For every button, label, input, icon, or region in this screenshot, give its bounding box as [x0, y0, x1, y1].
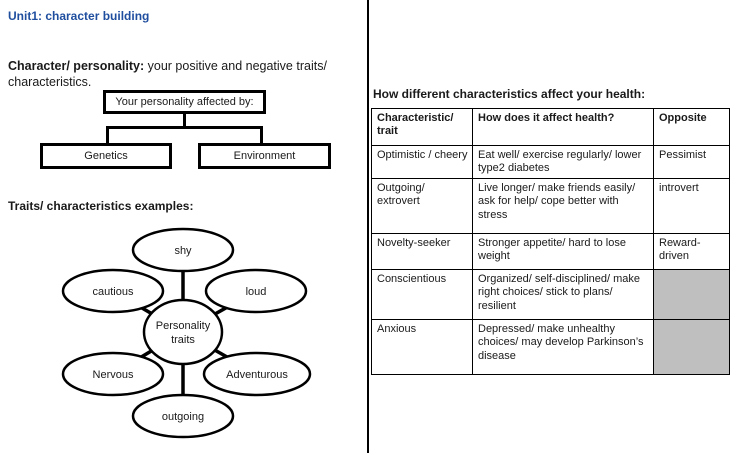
- trait-diagram: [53, 222, 323, 454]
- header-characteristic: Characteristic/ trait: [372, 109, 473, 146]
- cell-opposite-shaded: [654, 319, 730, 374]
- health-table-wrap: [371, 108, 730, 375]
- trait-label-loud: loud: [245, 286, 267, 298]
- cell-effect: Organized/ self-disciplined/ make right choices/ stick to plans/ resilient: [473, 269, 654, 319]
- table-row: [372, 269, 730, 319]
- cell-effect: Eat well/ exercise regularly/ lower type2 diabetes: [473, 146, 654, 179]
- flowchart-root-box: Your personality affected by:: [103, 90, 266, 114]
- trait-label-shy: shy: [174, 245, 192, 257]
- intro-bold-label: Character/ personality:: [8, 58, 145, 73]
- cell-effect: Live longer/ make friends easily/ ask for help/ cope better with stress: [473, 178, 654, 233]
- flowchart-genetics-box: Genetics: [40, 143, 172, 169]
- cell-trait: Conscientious: [372, 269, 473, 319]
- health-table-title: How different characteristics affect your health:: [373, 87, 646, 101]
- trait-center-label-line1: Personality: [155, 320, 211, 332]
- trait-label-adventurous: Adventurous: [226, 369, 288, 381]
- cell-effect: Depressed/ make unhealthy choices/ may develop Parkinson’s disease: [473, 319, 654, 374]
- trait-label-cautious: cautious: [92, 286, 134, 298]
- cell-trait: Novelty-seeker: [372, 233, 473, 269]
- trait-label-outgoing: outgoing: [161, 411, 205, 423]
- trait-center-circle: [144, 300, 222, 364]
- intro-rest-text: your positive and negative traits/ characteristics.: [8, 58, 327, 89]
- table-header-row: [372, 109, 730, 146]
- table-row: [372, 146, 730, 179]
- header-effect: How does it affect health?: [473, 109, 654, 146]
- cell-trait: Optimistic / cheery: [372, 146, 473, 179]
- cell-opposite: Pessimist: [654, 146, 730, 179]
- cell-opposite: introvert: [654, 178, 730, 233]
- cell-opposite: Reward-driven: [654, 233, 730, 269]
- intro-paragraph: [8, 58, 383, 90]
- table-row: [372, 178, 730, 233]
- cell-effect: Stronger appetite/ hard to lose weight: [473, 233, 654, 269]
- flowchart-environment-box: Environment: [198, 143, 331, 169]
- cell-trait: Outgoing/ extrovert: [372, 178, 473, 233]
- cell-opposite-shaded: [654, 269, 730, 319]
- table-row: [372, 233, 730, 269]
- trait-center-label-line2: traits: [171, 334, 195, 346]
- unit-title: Unit1: character building: [8, 9, 150, 23]
- trait-label-nervous: Nervous: [92, 369, 134, 381]
- page-column-divider: [367, 0, 369, 453]
- cell-trait: Anxious: [372, 319, 473, 374]
- flowchart-connector-stub-left: [106, 126, 109, 144]
- table-row: [372, 319, 730, 374]
- flowchart-connector-stub-right: [260, 126, 263, 144]
- traits-heading: Traits/ characteristics examples:: [8, 199, 194, 213]
- header-opposite: Opposite: [654, 109, 730, 146]
- flowchart-connector-bar: [106, 126, 263, 129]
- health-table: [371, 108, 730, 375]
